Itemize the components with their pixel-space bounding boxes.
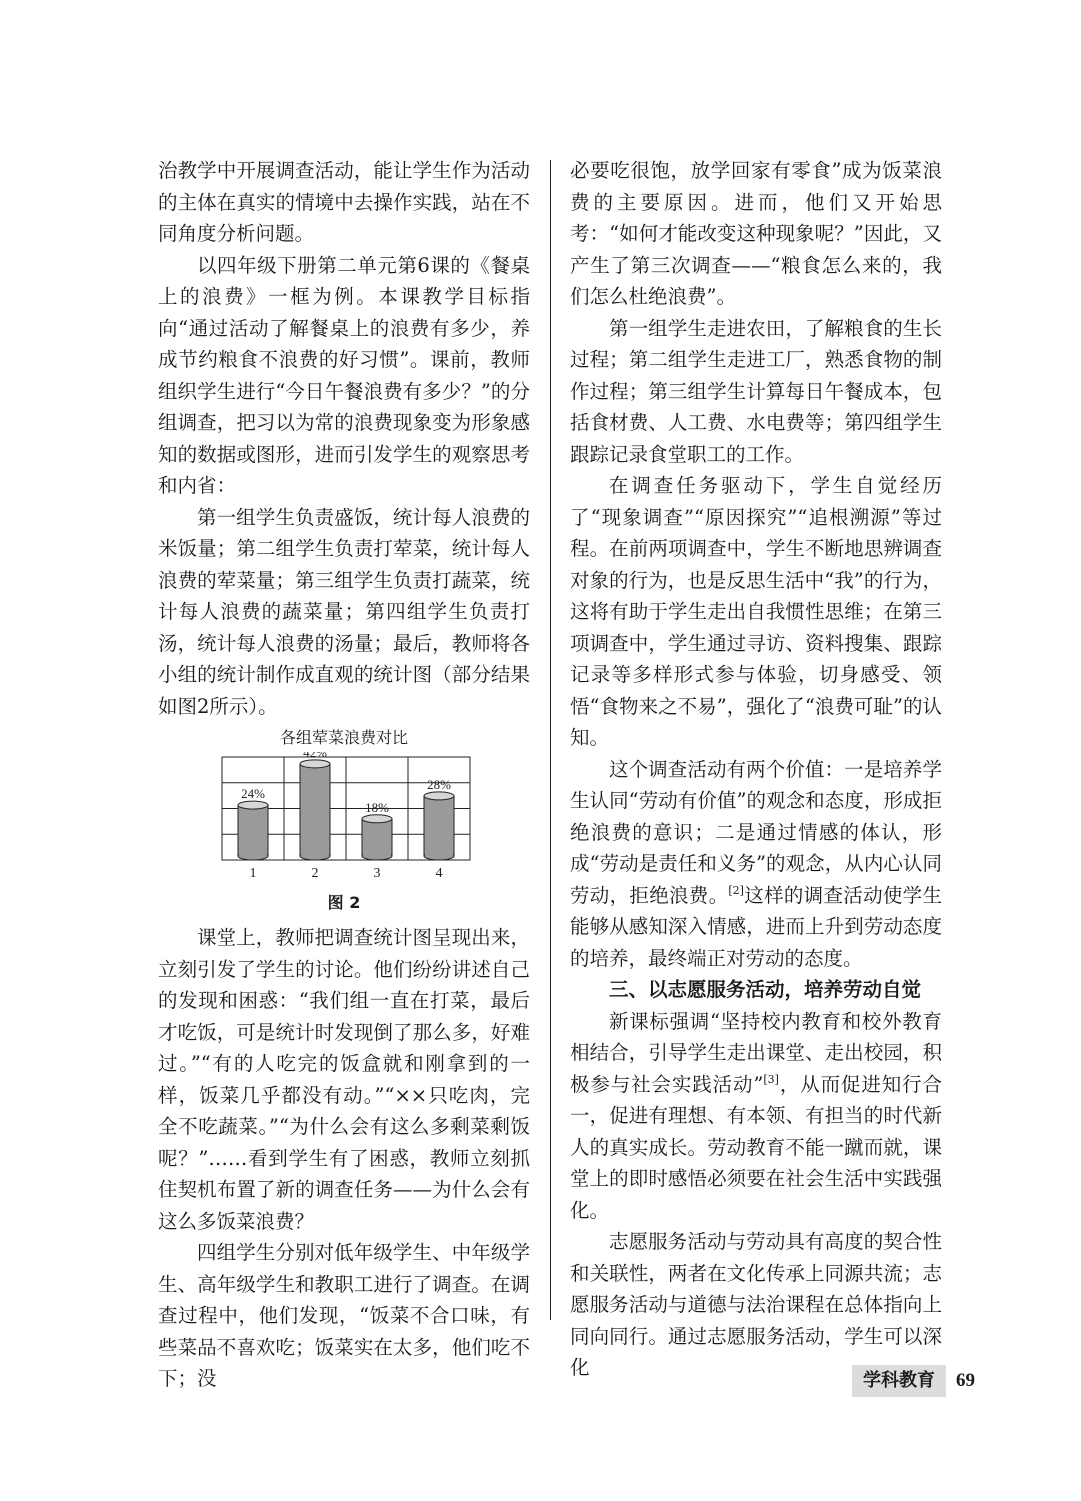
data-label: 42%: [303, 752, 327, 760]
x-tick-label: 4: [435, 866, 443, 881]
paragraph: 必要吃很饱，放学回家有零食”成为饭菜浪费的主要原因。进而，他们又开始思考：“如何才能改变这种现象呢？”因此，又产生了第三次调查——“粮食怎么来的，我们怎么杜绝浪费”。: [570, 159, 942, 308]
section-tag: 学科教育: [852, 1365, 946, 1397]
paragraph: 第一组学生负责盛饭，统计每人浪费的米饭量；第二组学生负责打荤菜，统计每人浪费的荤菜量；第三组学生负责打蔬菜，统计每人浪费的蔬菜量；第四组学生负责打汤，统计每人浪费的汤量；最后，教师将各小组的统计制作成直观的统计图（部分结果如图2所示）。: [158, 505, 530, 718]
paragraph: 以四年级下册第二单元第6课的《餐桌上的浪费》一框为例。本课教学目标指向“通过活动了解餐桌上的浪费有多少，养成节约粮食不浪费的好习惯”。课前，教师组织学生进行“今日午餐浪费有多少？”的分组调查，把习以为常的浪费现象变为形象感知的数据或图形，进而引发学生的观察思考和内省：: [158, 253, 530, 497]
bar-1: [238, 801, 268, 860]
paragraph-text: 新课标强调“坚持校内教育和校外教育相结合，引导学生走出课堂、走出校园，积极参与社会实践活动”: [570, 1009, 942, 1096]
data-label: 24%: [241, 786, 265, 802]
column-divider: [550, 160, 551, 1320]
paragraph: 第一组学生走进农田，了解粮食的生长过程；第二组学生走进工厂，熟悉食物的制作过程；第三组学生计算每日午餐成本，包括食材费、人工费、水电费等；第四组学生跟踪记录食堂职工的工作。: [570, 316, 942, 466]
paragraph: 在调查任务驱动下，学生自觉经历了“现象调查”“原因探究”“追根溯源”等过程。在前两项调查中，学生不断地思辨调查对象的行为，也是反思生活中“我”的行为，这将有助于学生走出自我惯性思维；在第三项调查中，学生通过寻访、资料搜集、跟踪记录等多样形式参与体验，切身感受、领悟“食物来之不易”，强化了“浪费可耻”的认知。: [570, 474, 942, 749]
section-heading: 三、以志愿服务活动，培养劳动自觉: [609, 978, 922, 1001]
paragraph-text: ，从而促进知行合一，促进有理想、有本领、有担当的时代新人的真实成长。劳动教育不能一蹴而就，课堂上的即时感悟必须要在社会生活中实践强化。: [570, 1072, 942, 1222]
paragraph: [570, 1006, 942, 1227]
x-tick-label: 3: [373, 866, 381, 881]
paragraph: 志愿服务活动与劳动具有高度的契合性和关联性，两者在文化传承上同源共流；志愿服务活动与道德与法治课程在总体指向上同向同行。通过志愿服务活动，学生可以深化: [570, 1230, 942, 1379]
x-tick-label: 2: [311, 866, 319, 881]
citation-ref: [2]: [728, 883, 744, 897]
left-column: [158, 155, 530, 1395]
page-number: 69: [956, 1370, 975, 1391]
paragraph-text: 这个调查活动有两个价值：一是培养学生认同“劳动有价值”的观念和态度，形成拒绝浪费的意识；二是通过情感的体认，形成“劳动是责任和义务”的观念，从内心认同劳动，拒绝浪费。: [570, 757, 942, 907]
figure-2: [158, 726, 530, 916]
bar-4: [424, 792, 454, 860]
data-label: 18%: [365, 799, 389, 815]
x-tick-label: 1: [249, 866, 257, 881]
bar-2: [300, 760, 330, 860]
paragraph: 治教学中开展调查活动，能让学生作为活动的主体在真实的情境中去操作实践，站在不同角度分析问题。: [158, 159, 530, 245]
paragraph: 四组学生分别对低年级学生、中年级学生、高年级学生和教职工进行了调查。在调查过程中，他们发现，“饭菜不合口味，有些菜品不喜欢吃；饭菜实在太多，他们吃不下；没: [158, 1241, 530, 1390]
chart-title: 各组荤菜浪费对比: [279, 728, 408, 747]
bar-3: [362, 815, 392, 860]
right-column: [570, 155, 942, 1384]
paragraph: 课堂上，教师把调查统计图呈现出来，立刻引发了学生的讨论。他们纷纷讲述自己的发现和困惑：“我们组一直在打菜，最后才吃饭，可是统计时发现倒了那么多，好难过。”“有的人吃完的饭盒就和刚拿到的一样，饭菜几乎都没有动。”“××只吃肉，完全不吃蔬菜。”“为什么会有这么多剩菜剩饭呢？”……看到学生有了困惑，教师立刻抓住契机布置了新的调查任务——为什么会有这么多饭菜浪费？: [158, 926, 530, 1233]
paragraph-text: 这样的调查活动使学生能够从感知深入情感，进而上升到劳动态度的培养，最终端正对劳动的态度。: [570, 883, 942, 970]
data-label: 28%: [427, 776, 451, 792]
citation-ref: [3]: [763, 1072, 779, 1086]
bar-chart: [158, 752, 530, 886]
paragraph: [570, 754, 942, 975]
figure-caption: 图 2: [327, 893, 361, 912]
